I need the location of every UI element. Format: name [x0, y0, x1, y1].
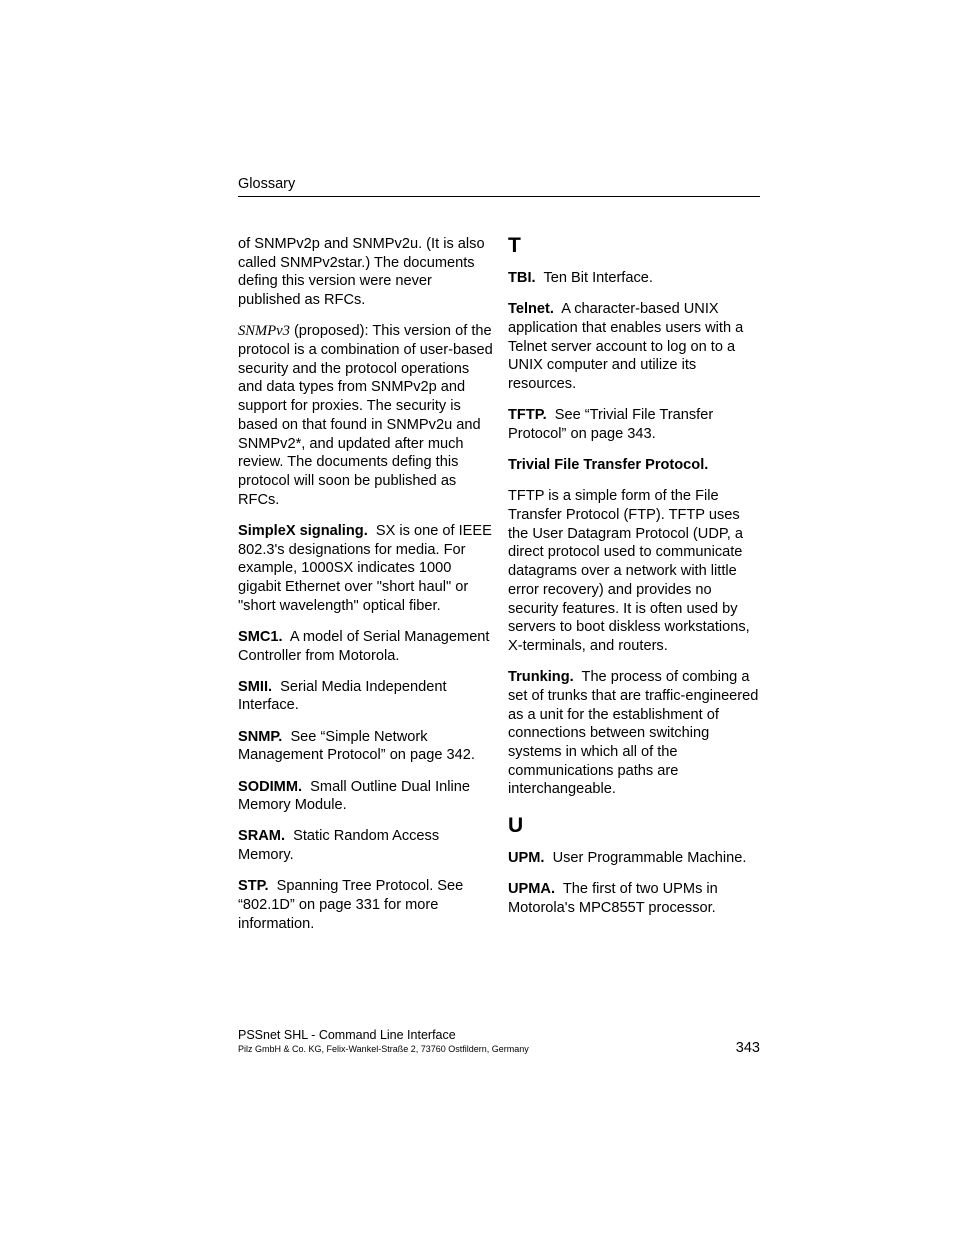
snmpv2-continuation: of SNMPv2p and SNMPv2u. (It is also called SNMPv2star.) The documents defing this version were never published as RFCs.: [238, 236, 485, 309]
running-header: Glossary: [238, 176, 296, 192]
glossary-text-tftp: TFTP is a simple form of the File Transfer Protocol (FTP). TFTP uses the User Datagram Protocol (UDP, a direct protocol used to communicate datagrams over a network with little error recovery) and provides no security features. It is often used by servers to boot diskless workstations, X-terminals, and routers.: [508, 488, 750, 654]
glossary-entry-smc1: [238, 628, 493, 665]
section-letter-u: U: [508, 814, 524, 838]
entry-term: UPMA.: [508, 881, 556, 898]
entry-term: TBI.: [508, 270, 536, 286]
entry-text: See “Simple Network Management Protocol” on page 342.: [238, 728, 475, 764]
footer-product: PSSnet SHL - Command Line Interface: [238, 1028, 456, 1042]
section-letter-t: T: [508, 234, 521, 257]
entry-term: SMII.: [238, 678, 273, 695]
entry-text: The first of two UPMs in Motorola's MPC855T processor.: [508, 881, 718, 916]
entry-term: SODIMM.: [238, 778, 303, 795]
glossary-entry-stp: [238, 877, 493, 933]
glossary-entry-snmpv3: [238, 322, 493, 509]
glossary-heading-tftp: Trivial File Transfer Protocol.: [508, 457, 709, 474]
glossary-entry-tftp: [508, 406, 763, 443]
entry-term: Trunking.: [508, 669, 574, 686]
footer-company: Pilz GmbH & Co. KG, Felix-Wankel-Straße 2, 73760 Ostfildern, Germany: [238, 1044, 529, 1054]
glossary-entry-tbi: [508, 269, 763, 288]
entry-text: User Programmable Machine.: [552, 850, 747, 867]
entry-term: SNMP.: [238, 728, 283, 745]
glossary-entry-snmp: [238, 728, 493, 765]
glossary-entry-sram: [238, 827, 493, 864]
glossary-entry-sodimm: [238, 778, 493, 815]
entry-text: A character-based UNIX application that enables users with a Telnet server account to log on to a UNIX computer and utilize its resources.: [508, 301, 744, 393]
glossary-entry-simplex: [238, 522, 493, 616]
glossary-entry-upma: [508, 880, 763, 917]
entry-text: The process of combing a set of trunks that are traffic-engineered as a unit for the establishment of connections between switching systems in which all of the communications paths are interchangeable.: [508, 669, 759, 798]
entry-text: Static Random Access Memory.: [238, 828, 440, 864]
glossary-entry-telnet: [508, 300, 763, 394]
entry-term: STP.: [238, 878, 269, 895]
page-number: 343: [735, 1040, 760, 1056]
entry-text: Serial Media Independent Interface.: [238, 678, 447, 714]
right-column: [508, 233, 763, 930]
glossary-entry-trunking: [508, 668, 763, 799]
entry-term: UPM.: [508, 850, 545, 867]
entry-text: SX is one of IEEE 802.3's designations for media. For example, 1000SX indicates 1000 gigabit Ethernet over "short haul" or "short wavelength" optical fiber.: [238, 522, 492, 614]
entry-term: SimpleX signaling.: [238, 522, 368, 539]
entry-text: Small Outline Dual Inline Memory Module.: [238, 778, 470, 814]
left-column: [238, 235, 493, 946]
entry-text: See “Trivial File Transfer Protocol” on page 343.: [508, 407, 714, 442]
entry-text: Ten Bit Interface.: [543, 270, 653, 286]
entry-text: A model of Serial Management Controller from Motorola.: [238, 628, 490, 664]
glossary-entry-smii: [238, 678, 493, 715]
entry-term: TFTP.: [508, 407, 547, 424]
header-rule: [238, 196, 760, 197]
glossary-entry-upm: [508, 849, 763, 868]
entry-term: Telnet.: [508, 301, 554, 318]
entry-term: SNMPv3: [238, 323, 290, 340]
entry-text: Spanning Tree Protocol. See “802.1D” on page 331 for more information.: [238, 878, 464, 932]
entry-text: (proposed): This version of the protocol is a combination of user-based security and the protocol operations and data types from SNMPv2p and support for proxies. The security is based on that found in SNMPv2u and SNMPv2*, and updated after much review. The documents defing this protocol will soon be published as RFCs.: [238, 323, 493, 508]
entry-term: SMC1.: [238, 628, 283, 645]
entry-term: SRAM.: [238, 828, 286, 845]
